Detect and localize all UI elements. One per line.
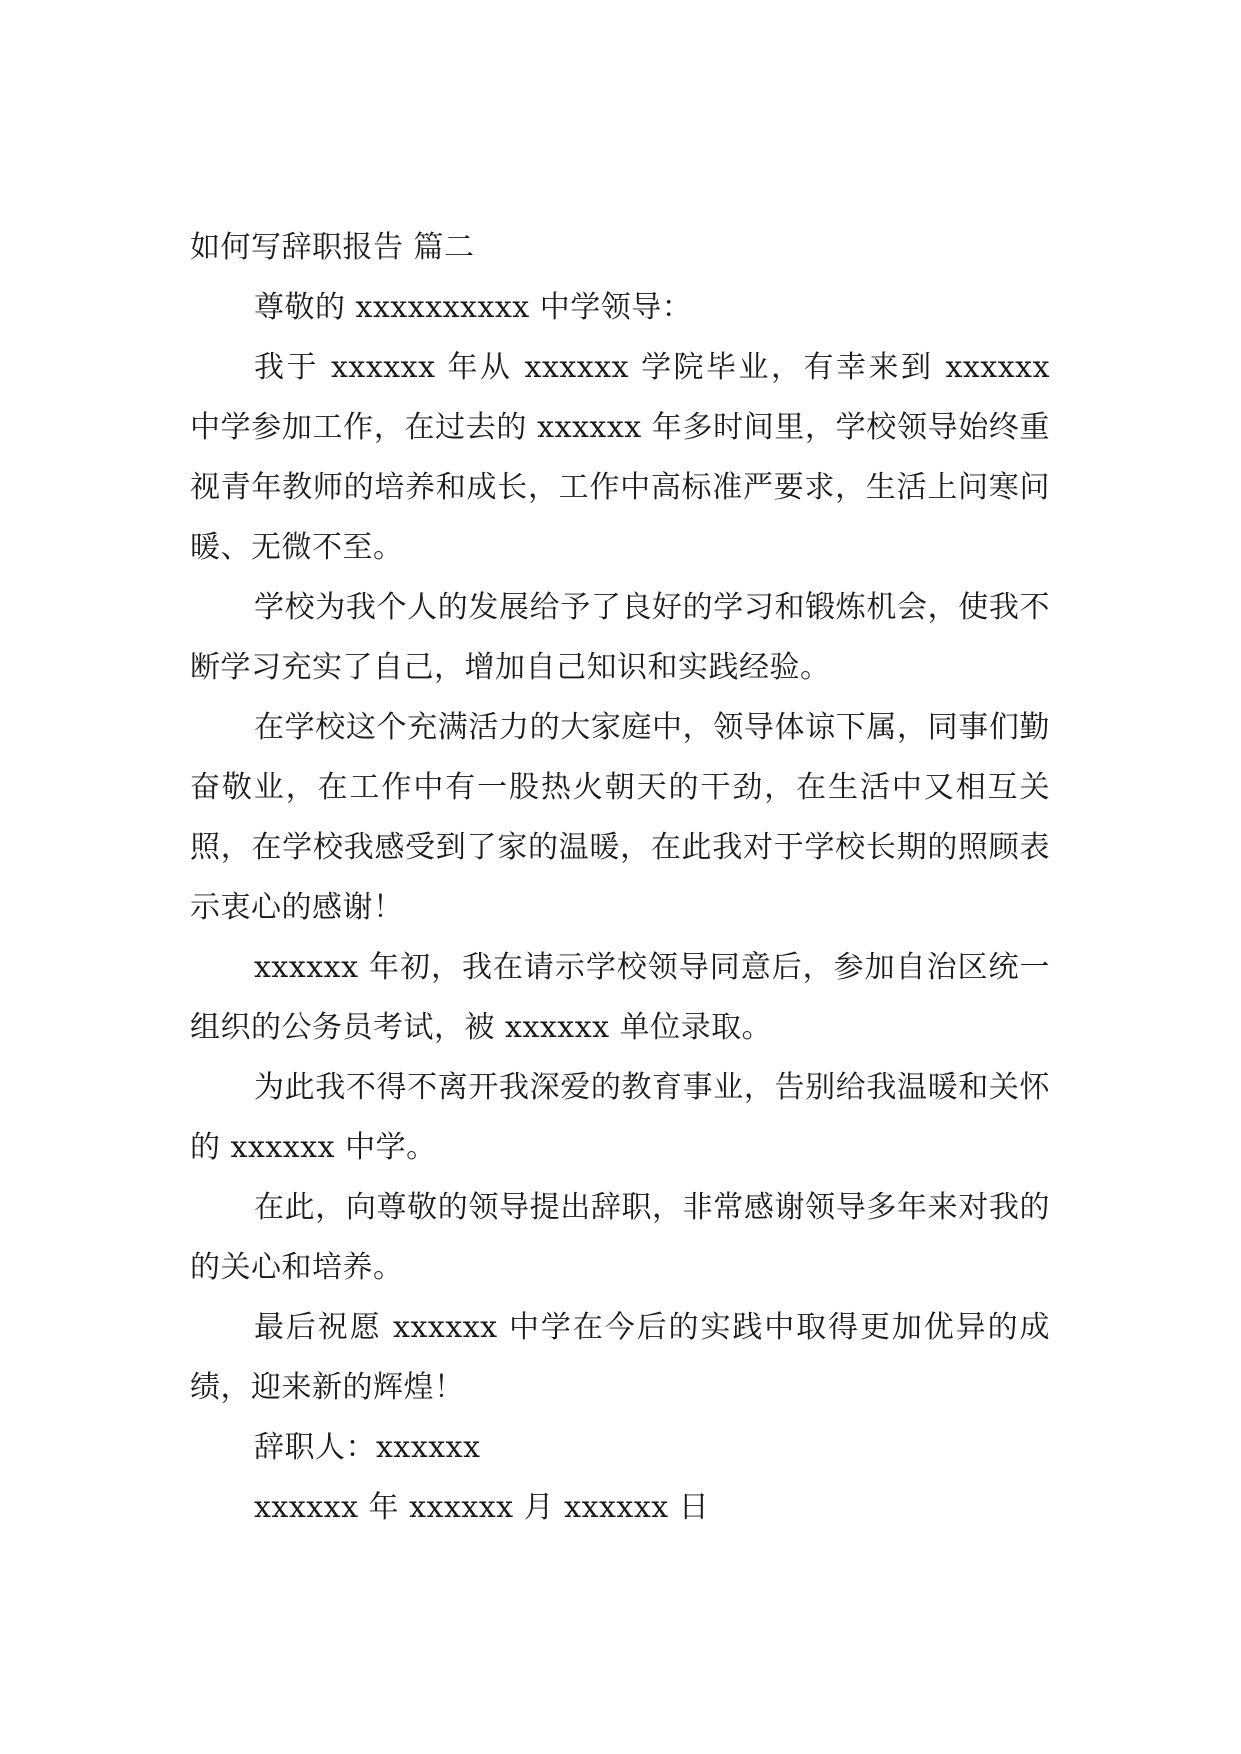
document-title: 如何写辞职报告 篇二 xyxy=(190,230,475,265)
paragraph: 在学校这个充满活力的大家庭中，领导体谅下属，同事们勤奋敬业，在工作中有一股热火朝天的干劲，在生活中又相互关照，在学校我感受到了家的温暖，在此我对于学校长期的照顾表示衷心的感谢！ xyxy=(190,710,1050,925)
paragraph: 学校为我个人的发展给予了良好的学习和锻炼机会，使我不断学习充实了自己，增加自己知识和实践经验。 xyxy=(190,590,1050,685)
signature: 辞职人：xxxxxx xyxy=(254,1430,481,1465)
paragraph: 最后祝愿 xxxxxx 中学在今后的实践中取得更加优异的成绩，迎来新的辉煌！ xyxy=(190,1310,1050,1405)
paragraph: 为此我不得不离开我深爱的教育事业，告别给我温暖和关怀的 xxxxxx 中学。 xyxy=(190,1070,1050,1165)
document-body xyxy=(190,218,1050,1538)
date: xxxxxx 年 xxxxxx 月 xxxxxx 日 xyxy=(254,1490,710,1525)
paragraph: 在此，向尊敬的领导提出辞职，非常感谢领导多年来对我的的关心和培养。 xyxy=(190,1190,1050,1285)
paragraph: 我于 xxxxxx 年从 xxxxxx 学院毕业，有幸来到 xxxxxx 中学参加工作，在过去的 xxxxxx 年多时间里，学校领导始终重视青年教师的培养和成长，工作中高标准严要求，生活上问寒问暖、无微不至。 xyxy=(190,350,1050,565)
salutation: 尊敬的 xxxxxxxxxx 中学领导： xyxy=(254,290,693,325)
paragraph: xxxxxx 年初，我在请示学校领导同意后，参加自治区统一组织的公务员考试，被 xxxxxx 单位录取。 xyxy=(190,950,1050,1045)
